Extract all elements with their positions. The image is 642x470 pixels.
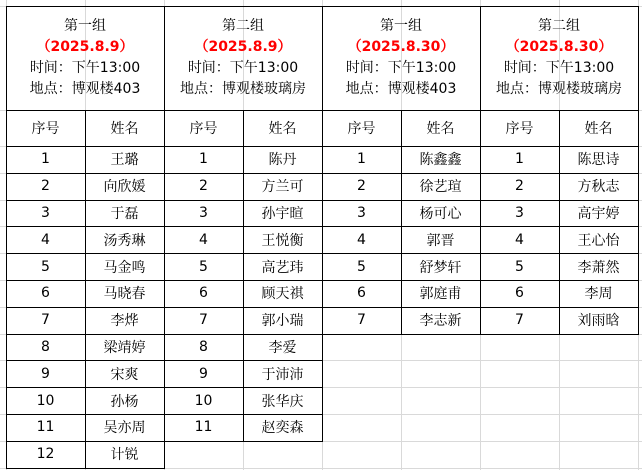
- row-name-cell[interactable]: 李周: [584, 286, 613, 303]
- table-border: [322, 226, 481, 227]
- table-border: [480, 334, 639, 335]
- row-name-cell[interactable]: 高宇婷: [577, 205, 620, 222]
- table-border: [164, 226, 323, 227]
- row-number-cell[interactable]: 1: [515, 151, 524, 168]
- row-name-cell[interactable]: 梁靖婷: [103, 339, 146, 356]
- row-number-cell[interactable]: 5: [357, 258, 366, 275]
- table-border: [6, 334, 165, 335]
- row-number-cell[interactable]: 6: [515, 285, 524, 302]
- table-border: [164, 280, 323, 281]
- table-border: [6, 146, 165, 147]
- row-number-cell[interactable]: 2: [357, 178, 366, 195]
- table-border: [164, 146, 323, 147]
- table-border: [6, 360, 165, 361]
- row-number-cell[interactable]: 5: [515, 258, 524, 275]
- table-border: [6, 307, 165, 308]
- group-time: 时间：下午13:00: [29, 60, 141, 76]
- column-header-number: 序号: [347, 121, 376, 137]
- row-name-cell[interactable]: 于沛沛: [261, 366, 304, 383]
- row-number-cell[interactable]: 2: [199, 178, 208, 195]
- group-title: 第二组: [538, 18, 580, 34]
- row-name-cell[interactable]: 赵奕森: [261, 420, 304, 437]
- table-border: [322, 110, 481, 111]
- group-header: [164, 6, 322, 110]
- column-header-number: 序号: [189, 121, 218, 137]
- table-border: [164, 334, 323, 335]
- row-number-cell[interactable]: 3: [515, 204, 524, 221]
- row-number-cell[interactable]: 7: [515, 312, 524, 329]
- table-border: [164, 253, 323, 254]
- table-border: [6, 226, 165, 227]
- row-name-cell[interactable]: 郭小瑞: [261, 313, 304, 330]
- row-name-cell[interactable]: 李萧然: [577, 259, 620, 276]
- row-number-cell[interactable]: 8: [41, 338, 50, 355]
- row-number-cell[interactable]: 3: [357, 204, 366, 221]
- table-border: [322, 280, 481, 281]
- group-location: 地点：博观楼玻璃房: [496, 81, 622, 97]
- table-border: [164, 414, 323, 415]
- table-border: [480, 200, 639, 201]
- group-title: 第二组: [222, 18, 264, 34]
- column-header-name: 姓名: [268, 121, 297, 137]
- table-border: [164, 6, 165, 441]
- row-number-cell[interactable]: 9: [41, 365, 50, 382]
- row-name-cell[interactable]: 郭庭甫: [419, 286, 462, 303]
- table-border: [6, 6, 7, 468]
- table-border: [164, 360, 323, 361]
- table-border: [322, 6, 481, 7]
- row-name-cell[interactable]: 李爱: [268, 339, 297, 356]
- row-name-cell[interactable]: 马晓春: [103, 286, 146, 303]
- row-name-cell[interactable]: 杨可心: [419, 205, 462, 222]
- table-border: [480, 173, 639, 174]
- table-border: [322, 173, 481, 174]
- row-name-cell[interactable]: 方兰可: [261, 179, 304, 196]
- table-border: [322, 253, 481, 254]
- row-number-cell[interactable]: 4: [357, 231, 366, 248]
- row-number-cell[interactable]: 12: [36, 446, 55, 463]
- row-name-cell[interactable]: 舒梦轩: [419, 259, 462, 276]
- table-border: [480, 280, 639, 281]
- table-border: [480, 6, 481, 334]
- table-border: [6, 414, 165, 415]
- row-number-cell[interactable]: 1: [357, 151, 366, 168]
- row-number-cell[interactable]: 7: [199, 312, 208, 329]
- table-border: [322, 200, 481, 201]
- row-number-cell[interactable]: 1: [41, 151, 50, 168]
- column-header-name: 姓名: [426, 121, 455, 137]
- row-name-cell[interactable]: 孙宇暄: [261, 205, 304, 222]
- row-number-cell[interactable]: 2: [515, 178, 524, 195]
- table-border: [164, 387, 323, 388]
- row-number-cell[interactable]: 7: [357, 312, 366, 329]
- row-name-cell[interactable]: 吴亦周: [103, 420, 146, 437]
- column-header-name: 姓名: [110, 121, 139, 137]
- row-number-cell[interactable]: 6: [199, 285, 208, 302]
- table-border: [164, 6, 323, 7]
- group-title: 第一组: [64, 18, 106, 34]
- row-number-cell[interactable]: 10: [36, 392, 55, 409]
- row-name-cell[interactable]: 王悦衡: [261, 232, 304, 249]
- row-number-cell[interactable]: 6: [41, 285, 50, 302]
- table-border: [6, 253, 165, 254]
- row-name-cell[interactable]: 向欣媛: [103, 179, 146, 196]
- table-border: [6, 387, 165, 388]
- row-number-cell[interactable]: 5: [41, 258, 50, 275]
- table-border: [480, 253, 639, 254]
- table-border: [164, 441, 323, 442]
- row-name-cell[interactable]: 王心怡: [577, 232, 620, 249]
- row-number-cell[interactable]: 3: [199, 204, 208, 221]
- row-number-cell[interactable]: 5: [199, 258, 208, 275]
- table-border: [322, 6, 323, 334]
- row-name-cell[interactable]: 张华庆: [261, 393, 304, 410]
- table-border: [164, 200, 323, 201]
- row-name-cell[interactable]: 宋爽: [110, 366, 139, 383]
- group-location: 地点：博观楼403: [29, 81, 141, 97]
- group-location: 地点：博观楼403: [345, 81, 457, 97]
- row-number-cell[interactable]: 4: [515, 231, 524, 248]
- table-border: [480, 226, 639, 227]
- column-header-name: 姓名: [584, 121, 613, 137]
- table-border: [480, 146, 639, 147]
- group-date: （2025.8.9）: [36, 39, 134, 55]
- row-name-cell[interactable]: 高艺玮: [261, 259, 304, 276]
- row-name-cell[interactable]: 刘雨晗: [577, 313, 620, 330]
- row-number-cell[interactable]: 9: [199, 365, 208, 382]
- table-border: [322, 334, 481, 335]
- table-border: [6, 6, 165, 7]
- table-border: [6, 173, 165, 174]
- row-name-cell[interactable]: 陈丹: [268, 152, 297, 169]
- row-name-cell[interactable]: 孙杨: [110, 393, 139, 410]
- row-number-cell[interactable]: 7: [41, 312, 50, 329]
- row-name-cell[interactable]: 郭晋: [426, 232, 455, 249]
- group-time: 时间：下午13:00: [345, 60, 457, 76]
- group-date: （2025.8.30）: [347, 39, 455, 55]
- table-border: [6, 468, 165, 469]
- table-border: [164, 173, 323, 174]
- column-header-number: 序号: [505, 121, 534, 137]
- row-name-cell[interactable]: 徐艺瑄: [419, 179, 462, 196]
- group-header: [480, 6, 638, 110]
- table-border: [480, 307, 639, 308]
- table-border: [6, 441, 165, 442]
- row-number-cell[interactable]: 2: [41, 178, 50, 195]
- group-time: 时间：下午13:00: [503, 60, 615, 76]
- row-name-cell[interactable]: 汤秀琳: [103, 232, 146, 249]
- row-name-cell[interactable]: 王璐: [110, 152, 139, 169]
- table-border: [638, 6, 639, 335]
- table-border: [480, 6, 639, 7]
- table-border: [480, 110, 639, 111]
- row-name-cell[interactable]: 顾天祺: [261, 286, 304, 303]
- row-number-cell[interactable]: 3: [41, 204, 50, 221]
- table-border: [243, 110, 244, 441]
- group-date: （2025.8.30）: [505, 39, 613, 55]
- row-number-cell[interactable]: 11: [36, 419, 55, 436]
- row-number-cell[interactable]: 6: [357, 285, 366, 302]
- group-date: （2025.8.9）: [194, 39, 292, 55]
- table-border: [164, 110, 323, 111]
- table-border: [164, 307, 323, 308]
- row-number-cell[interactable]: 8: [199, 338, 208, 355]
- row-number-cell[interactable]: 11: [194, 419, 213, 436]
- table-border: [559, 110, 560, 334]
- row-number-cell[interactable]: 4: [41, 231, 50, 248]
- table-border: [6, 280, 165, 281]
- row-name-cell[interactable]: 李志新: [419, 313, 462, 330]
- group-title: 第一组: [380, 18, 422, 34]
- group-time: 时间：下午13:00: [187, 60, 299, 76]
- table-border: [6, 110, 165, 111]
- row-name-cell[interactable]: 陈鑫鑫: [419, 152, 462, 169]
- group-header: [6, 6, 164, 110]
- group-header: [322, 6, 480, 110]
- column-header-number: 序号: [31, 121, 60, 137]
- table-border: [322, 307, 481, 308]
- row-name-cell[interactable]: 于磊: [110, 205, 139, 222]
- row-number-cell[interactable]: 10: [194, 392, 213, 409]
- row-name-cell[interactable]: 计锐: [110, 447, 139, 464]
- row-name-cell[interactable]: 马金鸣: [103, 259, 146, 276]
- table-border: [6, 200, 165, 201]
- group-location: 地点：博观楼玻璃房: [180, 81, 306, 97]
- row-name-cell[interactable]: 方秋志: [577, 179, 620, 196]
- table-border: [401, 110, 402, 334]
- table-border: [322, 146, 481, 147]
- row-number-cell[interactable]: 1: [199, 151, 208, 168]
- row-name-cell[interactable]: 李烨: [110, 313, 139, 330]
- row-name-cell[interactable]: 陈思诗: [577, 152, 620, 169]
- row-number-cell[interactable]: 4: [199, 231, 208, 248]
